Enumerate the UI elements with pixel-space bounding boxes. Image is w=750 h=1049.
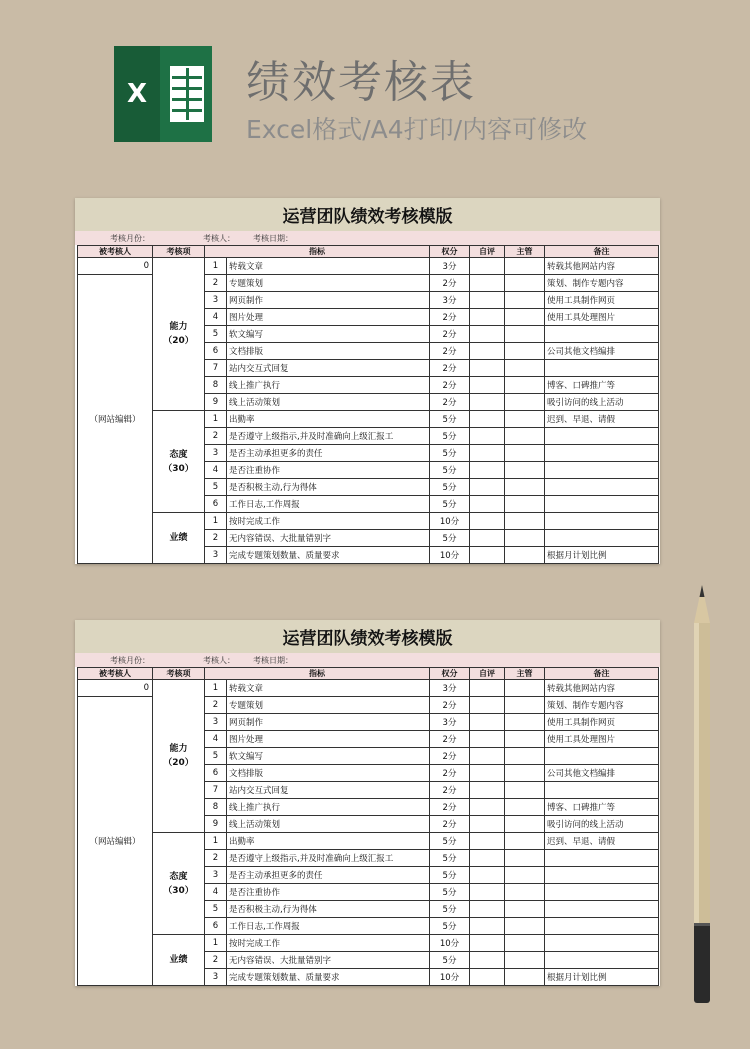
self-score-cell[interactable]: [470, 530, 505, 547]
table-header-row: [78, 668, 659, 680]
indicator-text: 图片处理: [227, 309, 430, 326]
self-score-cell[interactable]: [470, 275, 505, 292]
indicator-text: 是否主动承担更多的责任: [227, 445, 430, 462]
self-score-cell[interactable]: [470, 935, 505, 952]
row-number: 1: [205, 935, 227, 952]
weight-value: 3分: [430, 258, 470, 275]
indicator-text: 站内交互式回复: [227, 360, 430, 377]
note-text: 转载其他网站内容: [545, 258, 659, 275]
self-score-cell[interactable]: [470, 782, 505, 799]
indicator-text: 完成专题策划数量、质量要求: [227, 969, 430, 986]
page-subtitle: Excel格式/A4打印/内容可修改: [246, 115, 588, 144]
row-number: 3: [205, 445, 227, 462]
self-score-cell[interactable]: [470, 731, 505, 748]
indicator-text: 工作日志,工作周报: [227, 496, 430, 513]
row-number: 4: [205, 884, 227, 901]
category-cell: [153, 833, 205, 935]
category-name: 态度: [169, 871, 188, 882]
row-number: 8: [205, 377, 227, 394]
supervisor-score-cell[interactable]: [505, 816, 545, 833]
info-assessor: 考核人：: [203, 656, 235, 665]
weight-value: 2分: [430, 360, 470, 377]
row-number: 2: [205, 428, 227, 445]
indicator-text: 出勤率: [227, 411, 430, 428]
weight-value: 5分: [430, 867, 470, 884]
category-cell: [153, 513, 205, 564]
self-score-cell[interactable]: [470, 697, 505, 714]
self-score-cell[interactable]: [470, 496, 505, 513]
note-text: 策划、制作专题内容: [545, 697, 659, 714]
row-number: 1: [205, 513, 227, 530]
row-number: 3: [205, 714, 227, 731]
supervisor-score-cell[interactable]: [505, 258, 545, 275]
note-text: 转载其他网站内容: [545, 680, 659, 697]
note-text: [545, 748, 659, 765]
col-header-person: 被考核人: [78, 668, 153, 680]
self-score-cell[interactable]: [470, 377, 505, 394]
supervisor-score-cell[interactable]: [505, 445, 545, 462]
note-text: 迟到、早退、请假: [545, 833, 659, 850]
category-name: 态度: [169, 449, 188, 460]
weight-value: 10分: [430, 935, 470, 952]
info-date: 考核日期：: [253, 234, 293, 243]
supervisor-score-cell[interactable]: [505, 969, 545, 986]
row-number: 6: [205, 765, 227, 782]
weight-value: 2分: [430, 275, 470, 292]
page-title: 绩效考核表: [246, 57, 476, 108]
note-text: 使用工具制作网页: [545, 292, 659, 309]
self-score-cell[interactable]: [470, 748, 505, 765]
table-row: [78, 411, 659, 428]
indicator-text: 无内容错误、大批量错别字: [227, 530, 430, 547]
row-number: 9: [205, 816, 227, 833]
weight-value: 5分: [430, 918, 470, 935]
weight-value: 10分: [430, 969, 470, 986]
self-score-cell[interactable]: [470, 513, 505, 530]
row-number: 6: [205, 918, 227, 935]
weight-value: 2分: [430, 343, 470, 360]
supervisor-score-cell[interactable]: [505, 697, 545, 714]
supervisor-score-cell[interactable]: [505, 530, 545, 547]
info-assessor: 考核人：: [203, 234, 235, 243]
supervisor-score-cell[interactable]: [505, 901, 545, 918]
row-number: 1: [205, 680, 227, 697]
weight-value: 5分: [430, 833, 470, 850]
row-number: 3: [205, 969, 227, 986]
weight-value: 5分: [430, 496, 470, 513]
note-text: [545, 884, 659, 901]
weight-value: 2分: [430, 782, 470, 799]
info-month: 考核月份：: [110, 656, 150, 665]
weight-value: 2分: [430, 394, 470, 411]
row-number: 4: [205, 462, 227, 479]
row-number: 3: [205, 867, 227, 884]
indicator-text: 线上推广执行: [227, 377, 430, 394]
note-text: [545, 782, 659, 799]
category-score: （20）: [163, 758, 194, 768]
category-cell: [153, 258, 205, 411]
self-score-cell[interactable]: [470, 547, 505, 564]
indicator-text: 线上活动策划: [227, 816, 430, 833]
weight-value: 10分: [430, 513, 470, 530]
self-score-cell[interactable]: [470, 309, 505, 326]
weight-value: 5分: [430, 479, 470, 496]
supervisor-score-cell[interactable]: [505, 952, 545, 969]
sheet-2: [75, 620, 660, 986]
info-month: 考核月份：: [110, 234, 150, 243]
weight-value: 3分: [430, 292, 470, 309]
weight-value: 2分: [430, 799, 470, 816]
note-text: 迟到、早退、请假: [545, 411, 659, 428]
weight-value: 5分: [430, 901, 470, 918]
indicator-text: 网页制作: [227, 714, 430, 731]
self-score-cell[interactable]: [470, 799, 505, 816]
note-text: [545, 326, 659, 343]
person-value: 0: [78, 258, 153, 275]
self-score-cell[interactable]: [470, 411, 505, 428]
indicator-text: 文档排版: [227, 765, 430, 782]
supervisor-score-cell[interactable]: [505, 748, 545, 765]
weight-value: 5分: [430, 411, 470, 428]
weight-value: 5分: [430, 462, 470, 479]
self-score-cell[interactable]: [470, 714, 505, 731]
supervisor-score-cell[interactable]: [505, 782, 545, 799]
note-text: [545, 918, 659, 935]
supervisor-score-cell[interactable]: [505, 326, 545, 343]
row-number: 6: [205, 496, 227, 513]
self-score-cell[interactable]: [470, 360, 505, 377]
pencil-icon: [690, 585, 714, 1003]
row-number: 2: [205, 275, 227, 292]
supervisor-score-cell[interactable]: [505, 394, 545, 411]
self-score-cell[interactable]: [470, 816, 505, 833]
supervisor-score-cell[interactable]: [505, 292, 545, 309]
note-text: [545, 513, 659, 530]
note-text: [545, 462, 659, 479]
supervisor-score-cell[interactable]: [505, 360, 545, 377]
category-score: （30）: [163, 463, 194, 474]
row-number: 9: [205, 394, 227, 411]
row-number: 1: [205, 411, 227, 428]
note-text: [545, 496, 659, 513]
person-label: （网站编辑）: [78, 275, 153, 564]
row-number: 2: [205, 697, 227, 714]
indicator-text: 文档排版: [227, 343, 430, 360]
row-number: 7: [205, 360, 227, 377]
supervisor-score-cell[interactable]: [505, 935, 545, 952]
self-score-cell[interactable]: [470, 901, 505, 918]
excel-logo-icon: [114, 46, 212, 142]
indicator-text: 无内容错误、大批量错别字: [227, 952, 430, 969]
supervisor-score-cell[interactable]: [505, 918, 545, 935]
indicator-text: 完成专题策划数量、质量要求: [227, 547, 430, 564]
col-header-self: 自评: [470, 668, 505, 680]
category-cell: [153, 680, 205, 833]
supervisor-score-cell[interactable]: [505, 343, 545, 360]
self-score-cell[interactable]: [470, 833, 505, 850]
indicator-text: 是否注重协作: [227, 884, 430, 901]
row-number: 5: [205, 479, 227, 496]
note-text: 使用工具处理图片: [545, 309, 659, 326]
row-number: 2: [205, 850, 227, 867]
row-number: 6: [205, 343, 227, 360]
note-text: [545, 901, 659, 918]
info-row: [75, 231, 660, 245]
self-score-cell[interactable]: [470, 326, 505, 343]
note-text: 根据月计划比例: [545, 969, 659, 986]
table-row: [78, 680, 659, 697]
table-row: [78, 833, 659, 850]
note-text: 公司其他文档编排: [545, 765, 659, 782]
indicator-text: 专题策划: [227, 275, 430, 292]
weight-value: 2分: [430, 309, 470, 326]
self-score-cell[interactable]: [470, 292, 505, 309]
weight-value: 2分: [430, 377, 470, 394]
indicator-text: 软文编写: [227, 748, 430, 765]
row-number: 2: [205, 952, 227, 969]
note-text: 吸引访问的线上活动: [545, 816, 659, 833]
logo-letter: X: [114, 46, 160, 142]
weight-value: 2分: [430, 697, 470, 714]
weight-value: 3分: [430, 680, 470, 697]
person-label: （网站编辑）: [78, 697, 153, 986]
self-score-cell[interactable]: [470, 479, 505, 496]
note-text: [545, 867, 659, 884]
self-score-cell[interactable]: [470, 258, 505, 275]
supervisor-score-cell[interactable]: [505, 714, 545, 731]
note-text: 博客、口碑推广等: [545, 799, 659, 816]
note-text: 使用工具处理图片: [545, 731, 659, 748]
indicator-text: 是否积极主动,行为得体: [227, 901, 430, 918]
supervisor-score-cell[interactable]: [505, 479, 545, 496]
weight-value: 5分: [430, 445, 470, 462]
info-date: 考核日期：: [253, 656, 293, 665]
col-header-note: 备注: [545, 246, 659, 258]
indicator-text: 线上推广执行: [227, 799, 430, 816]
self-score-cell[interactable]: [470, 765, 505, 782]
weight-value: 5分: [430, 952, 470, 969]
sheet-title: 运营团队绩效考核模版: [75, 620, 660, 653]
weight-value: 10分: [430, 547, 470, 564]
supervisor-score-cell[interactable]: [505, 680, 545, 697]
indicator-text: 是否遵守上级指示,并及时准确向上级汇报工: [227, 428, 430, 445]
self-score-cell[interactable]: [470, 952, 505, 969]
supervisor-score-cell[interactable]: [505, 309, 545, 326]
note-text: [545, 530, 659, 547]
indicator-text: 转载文章: [227, 258, 430, 275]
weight-value: 2分: [430, 731, 470, 748]
col-header-category: 考核项: [153, 668, 205, 680]
category-score: （20）: [163, 336, 194, 346]
supervisor-score-cell[interactable]: [505, 850, 545, 867]
row-number: 4: [205, 309, 227, 326]
indicator-text: 出勤率: [227, 833, 430, 850]
row-number: 1: [205, 258, 227, 275]
supervisor-score-cell[interactable]: [505, 275, 545, 292]
note-text: [545, 850, 659, 867]
weight-value: 2分: [430, 765, 470, 782]
supervisor-score-cell[interactable]: [505, 513, 545, 530]
assessment-table: [77, 667, 659, 986]
self-score-cell[interactable]: [470, 969, 505, 986]
supervisor-score-cell[interactable]: [505, 731, 545, 748]
note-text: 使用工具制作网页: [545, 714, 659, 731]
indicator-text: 工作日志,工作周报: [227, 918, 430, 935]
weight-value: 5分: [430, 530, 470, 547]
row-number: 1: [205, 833, 227, 850]
col-header-person: 被考核人: [78, 246, 153, 258]
indicator-text: 网页制作: [227, 292, 430, 309]
col-header-self: 自评: [470, 246, 505, 258]
self-score-cell[interactable]: [470, 428, 505, 445]
self-score-cell[interactable]: [470, 918, 505, 935]
row-number: 3: [205, 547, 227, 564]
supervisor-score-cell[interactable]: [505, 884, 545, 901]
col-header-note: 备注: [545, 668, 659, 680]
person-value: 0: [78, 680, 153, 697]
row-number: 8: [205, 799, 227, 816]
supervisor-score-cell[interactable]: [505, 411, 545, 428]
row-number: 5: [205, 326, 227, 343]
category-name: 业绩: [169, 955, 188, 965]
note-text: 根据月计划比例: [545, 547, 659, 564]
note-text: [545, 428, 659, 445]
weight-value: 5分: [430, 428, 470, 445]
row-number: 3: [205, 292, 227, 309]
indicator-text: 是否注重协作: [227, 462, 430, 479]
weight-value: 2分: [430, 748, 470, 765]
category-cell: [153, 935, 205, 986]
indicator-text: 是否积极主动,行为得体: [227, 479, 430, 496]
supervisor-score-cell[interactable]: [505, 377, 545, 394]
weight-value: 3分: [430, 714, 470, 731]
table-row: [78, 513, 659, 530]
table-row: [78, 258, 659, 275]
row-number: 2: [205, 530, 227, 547]
note-text: [545, 479, 659, 496]
indicator-text: 专题策划: [227, 697, 430, 714]
self-score-cell[interactable]: [470, 462, 505, 479]
category-score: （30）: [163, 885, 194, 896]
indicator-text: 线上活动策划: [227, 394, 430, 411]
assessment-table: [77, 245, 659, 564]
col-header-weight: 权分: [430, 246, 470, 258]
supervisor-score-cell[interactable]: [505, 496, 545, 513]
self-score-cell[interactable]: [470, 343, 505, 360]
row-number: 5: [205, 901, 227, 918]
table-header-row: [78, 246, 659, 258]
supervisor-score-cell[interactable]: [505, 547, 545, 564]
note-text: [545, 952, 659, 969]
category-cell: [153, 411, 205, 513]
supervisor-score-cell[interactable]: [505, 867, 545, 884]
weight-value: 5分: [430, 884, 470, 901]
self-score-cell[interactable]: [470, 884, 505, 901]
note-text: 公司其他文档编排: [545, 343, 659, 360]
self-score-cell[interactable]: [470, 680, 505, 697]
supervisor-score-cell[interactable]: [505, 428, 545, 445]
col-header-supervisor: 主管: [505, 668, 545, 680]
row-number: 5: [205, 748, 227, 765]
indicator-text: 是否遵守上级指示,并及时准确向上级汇报工: [227, 850, 430, 867]
logo-grid: [170, 66, 204, 122]
weight-value: 2分: [430, 816, 470, 833]
col-header-indicator: 指标: [205, 668, 430, 680]
indicator-text: 按时完成工作: [227, 935, 430, 952]
col-header-weight: 权分: [430, 668, 470, 680]
note-text: [545, 935, 659, 952]
indicator-text: 图片处理: [227, 731, 430, 748]
col-header-category: 考核项: [153, 246, 205, 258]
sheet-1: [75, 198, 660, 564]
indicator-text: 软文编写: [227, 326, 430, 343]
supervisor-score-cell[interactable]: [505, 765, 545, 782]
supervisor-score-cell[interactable]: [505, 462, 545, 479]
self-score-cell[interactable]: [470, 394, 505, 411]
self-score-cell[interactable]: [470, 850, 505, 867]
self-score-cell[interactable]: [470, 867, 505, 884]
indicator-text: 按时完成工作: [227, 513, 430, 530]
row-number: 7: [205, 782, 227, 799]
category-name: 能力: [169, 744, 188, 754]
indicator-text: 是否主动承担更多的责任: [227, 867, 430, 884]
note-text: 博客、口碑推广等: [545, 377, 659, 394]
indicator-text: 站内交互式回复: [227, 782, 430, 799]
info-row: [75, 653, 660, 667]
self-score-cell[interactable]: [470, 445, 505, 462]
col-header-supervisor: 主管: [505, 246, 545, 258]
table-row: [78, 935, 659, 952]
indicator-text: 转载文章: [227, 680, 430, 697]
note-text: [545, 445, 659, 462]
category-name: 业绩: [169, 533, 188, 543]
row-number: 4: [205, 731, 227, 748]
note-text: [545, 360, 659, 377]
supervisor-score-cell[interactable]: [505, 799, 545, 816]
col-header-indicator: 指标: [205, 246, 430, 258]
sheet-title: 运营团队绩效考核模版: [75, 198, 660, 231]
supervisor-score-cell[interactable]: [505, 833, 545, 850]
weight-value: 5分: [430, 850, 470, 867]
weight-value: 2分: [430, 326, 470, 343]
note-text: 策划、制作专题内容: [545, 275, 659, 292]
category-name: 能力: [169, 322, 188, 332]
note-text: 吸引访问的线上活动: [545, 394, 659, 411]
